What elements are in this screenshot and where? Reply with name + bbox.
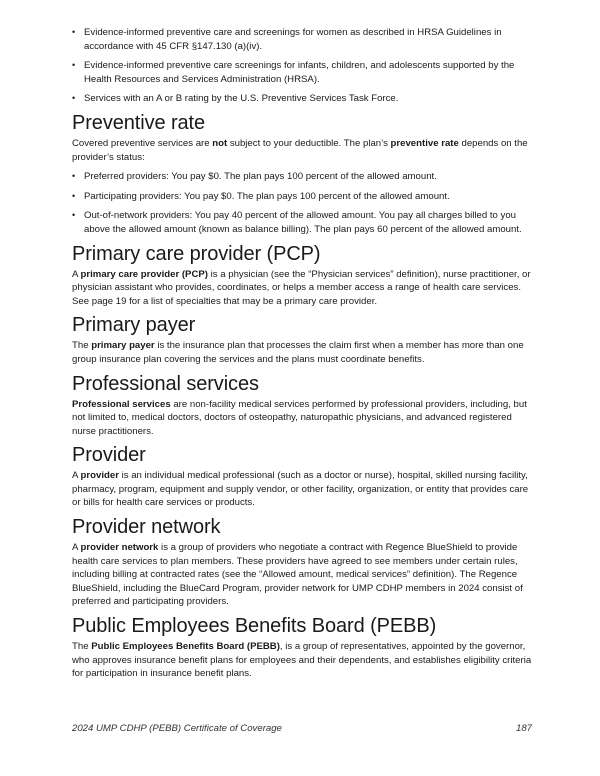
heading-pebb: Public Employees Benefits Board (PEBB) (72, 615, 437, 638)
list-item: • Evidence-informed preventive care and screenings for women as described in HRSA Guidelines in accordance with 45 CFR §147.130 (a)(iv). (72, 26, 538, 53)
provider-network-paragraph: A provider network is a group of providers who negotiate a contract with Regence BlueShield to provide health care services to plan members. These providers have agreed to see members under certain rules, including billing at contracted rates (see the “Allowed amount, medical services” definition). The Regence BlueShield, including the BlueCard Program, provider network for UMP CDHP members in 2024 consist of preferred and participating providers. (72, 542, 523, 608)
intro-bullet-list (72, 26, 538, 106)
heading-preventive-rate: Preventive rate (72, 111, 206, 134)
page-number: 187 (515, 723, 532, 734)
professional-services-paragraph: Professional services are non-facility medical services performed by professional providers, including, but not limited to, medical doctors, doctors of osteopathy, naturopathic physicians, and advanced registered nurse practitioners. (72, 398, 527, 437)
preventive-rate-bullet-list (72, 170, 538, 236)
primary-payer-paragraph: The primary payer is the insurance plan that processes the claim first when a member has more than one group insurance plan covering the services and the plans must coordinate benefits. (72, 340, 524, 365)
heading-professional-services: Professional services (72, 372, 259, 395)
heading-provider-network: Provider network (72, 516, 221, 539)
list-item: • Evidence-informed preventive care screenings for infants, children, and adolescents supported by the Health Resources and Services Administration (HRSA). (72, 59, 538, 86)
pcp-paragraph: A primary care provider (PCP) is a physician (see the “Physician services” definition), nurse practitioner, or physician assistant who provides, coordinates, or helps a member access a range of health care services. See page 19 for a list of specialties that may be a primary care provider. (72, 268, 531, 307)
list-item: • Out-of-network providers: You pay 40 percent of the allowed amount. You pay all charges billed to you above the allowed amount (known as balance billing). The plan pays 60 percent of the allowed amount. (72, 209, 538, 236)
page-footer (72, 723, 532, 734)
heading-primary-payer: Primary payer (72, 314, 196, 337)
preventive-rate-paragraph: Covered preventive services are not subject to your deductible. The plan’s preventive rate depends on the provider’s status: (72, 137, 528, 163)
list-item: • Preferred providers: You pay $0. The plan pays 100 percent of the allowed amount. (72, 170, 538, 184)
heading-provider: Provider (72, 444, 146, 467)
page-content (72, 26, 538, 687)
list-item: • Services with an A or B rating by the U.S. Preventive Services Task Force. (72, 92, 538, 106)
list-item: • Participating providers: You pay $0. The plan pays 100 percent of the allowed amount. (72, 190, 538, 204)
footer-title: 2024 UMP CDHP (PEBB) Certificate of Coverage (72, 723, 282, 734)
provider-paragraph: A provider is an individual medical professional (such as a doctor or nurse), hospital, skilled nursing facility, pharmacy, program, equipment and supply vendor, or other facility, organization, or entity that provides care or bills for health care services or products. (72, 470, 529, 509)
heading-pcp: Primary care provider (PCP) (72, 242, 321, 265)
pebb-paragraph: The Public Employees Benefits Board (PEBB), is a group of representatives, appointed by the governor, who approves insurance benefit plans for employees and their dependents, and establishes eligibility criteria for participation in insurance benefit plans. (72, 641, 532, 680)
